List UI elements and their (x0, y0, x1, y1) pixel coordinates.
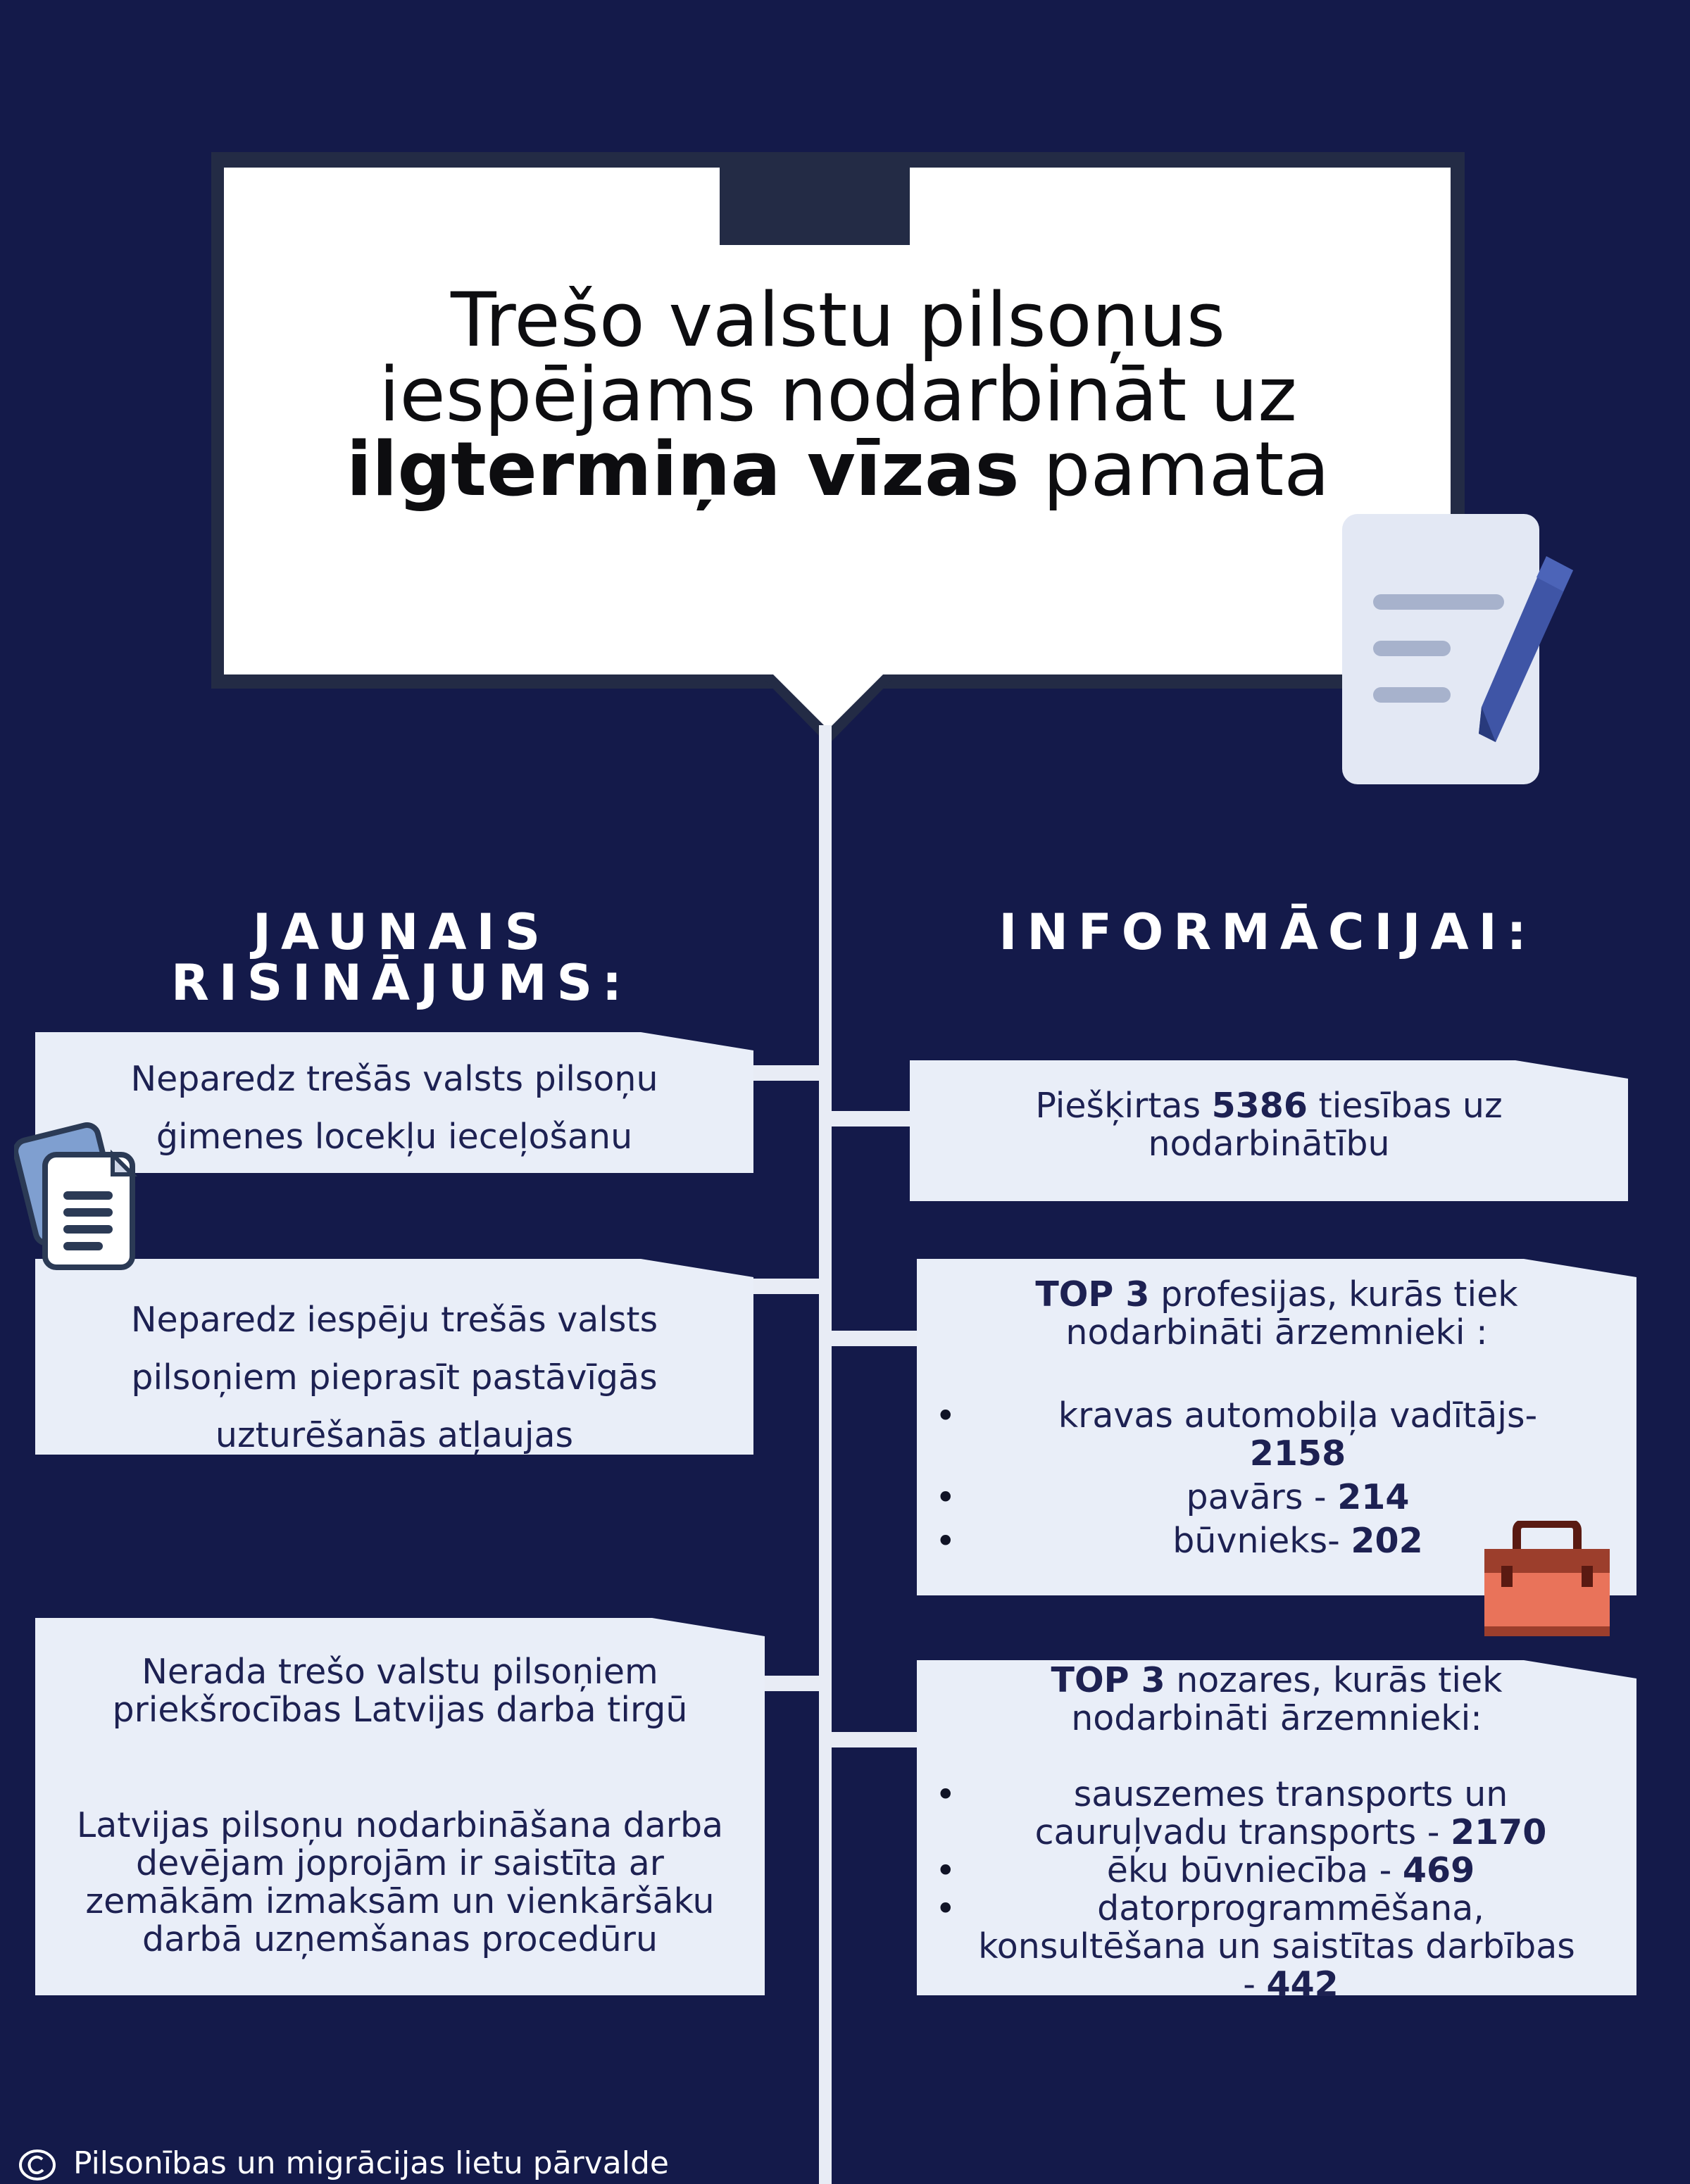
profession-value: 214 (1337, 1477, 1410, 1517)
industries-title-rest: nozares, kurās tiek (1165, 1660, 1503, 1700)
right-heading: INFORMĀCIJAI: (999, 903, 1536, 961)
card-line: Nerada trešo valstu pilsoņiem (142, 1652, 658, 1692)
industry-value: 442 (1266, 1964, 1339, 2004)
list-item (917, 1479, 1636, 1517)
solution-card-labour-market (35, 1618, 765, 1995)
footer-text: Pilsonības un migrācijas lietu pārvalde (73, 2145, 669, 2181)
permits-number: 5386 (1211, 1086, 1308, 1126)
profession-value: 2158 (1249, 1433, 1346, 1474)
info-card-industries (917, 1660, 1636, 2004)
industry-line: konsultēšana un saistītas darbības (978, 1926, 1575, 1966)
card-fold (641, 1259, 753, 1277)
permits-prefix: Piešķirtas (1035, 1086, 1212, 1126)
card-line: devējam joprojām ir saistīta ar (136, 1843, 664, 1883)
card-fold (652, 1618, 765, 1636)
industries-title-bold: TOP 3 (1051, 1660, 1165, 1700)
industry-value: 469 (1402, 1850, 1475, 1890)
professions-title-bold: TOP 3 (1035, 1274, 1150, 1314)
left-heading-line-2: RISINĀJUMS: (170, 954, 632, 1012)
list-item (917, 1852, 1636, 1890)
list-item (917, 1397, 1636, 1473)
industries-list (917, 1776, 1636, 2004)
timeline (819, 725, 832, 2184)
title-line-2: iespējams nodarbināt uz (379, 351, 1297, 438)
industry-line: • datorprogrammēšana, (1097, 1888, 1484, 1928)
card-fold (1524, 1660, 1636, 1678)
header-tab (720, 152, 910, 245)
card-fold (1524, 1259, 1636, 1277)
card-line: Latvijas pilsoņu nodarbināšana darba (76, 1805, 724, 1845)
card-fold (641, 1032, 753, 1050)
header-pointer (772, 673, 884, 729)
professions-title-line-2: nodarbināti ārzemnieki : (1065, 1312, 1488, 1353)
profession-label: pavārs - (1186, 1477, 1338, 1517)
profession-label: būvnieks- (1172, 1521, 1351, 1561)
industry-text: - (1243, 1964, 1267, 2004)
permits-line-1 (910, 1087, 1628, 1125)
professions-title (917, 1276, 1636, 1314)
industry-line (945, 1966, 1636, 2004)
industry-text: cauruļvadu transports - (1034, 1812, 1451, 1852)
left-heading (141, 903, 662, 1012)
title-end: pamata (1019, 426, 1330, 513)
info-card-permits (910, 1060, 1628, 1201)
professions-title-rest: profesijas, kurās tiek (1149, 1274, 1518, 1314)
card-line: uzturēšanās atļaujas (215, 1415, 574, 1455)
card-line: darbā uzņemšanas procedūru (142, 1919, 658, 1959)
page-title (296, 277, 1380, 513)
title-bold: ilgtermiņa vīzas (346, 426, 1020, 513)
list-item (917, 1776, 1636, 1852)
footer (18, 2146, 669, 2181)
card-line: zemākām izmaksām un vienkāršāku (85, 1881, 715, 1921)
profession-value: 202 (1351, 1521, 1423, 1561)
profession-label: • kravas automobiļa vadītājs- (1058, 1395, 1538, 1436)
card-line: ģimenes locekļu ieceļošanu (156, 1117, 633, 1157)
briefcase-icon (1482, 1521, 1613, 1640)
files-icon (14, 1118, 148, 1273)
industry-line: • sauszemes transports un (1073, 1774, 1508, 1814)
solution-card-residence (35, 1259, 753, 1455)
card-line: pilsoņiem pieprasīt pastāvīgās (131, 1357, 658, 1398)
permits-line-2: nodarbinātību (1148, 1124, 1390, 1164)
industry-line (945, 1814, 1636, 1852)
industry-value: 2170 (1450, 1812, 1547, 1852)
card-line: priekšrocības Latvijas darba tirgū (112, 1690, 688, 1730)
card-fold (1515, 1060, 1628, 1079)
copyright-icon (18, 2149, 56, 2181)
industry-text: ēku būvniecība - (1106, 1850, 1403, 1890)
document-pen-icon (1338, 510, 1577, 791)
list-item (917, 1890, 1636, 2004)
left-heading-line-1: JAUNAIS (252, 903, 551, 961)
permits-suffix: tiesības uz (1307, 1086, 1503, 1126)
industries-title-line-2: nodarbināti ārzemnieki: (1071, 1698, 1482, 1738)
title-line-1: Trešo valstu pilsoņus (450, 277, 1226, 363)
card-line: Neparedz iespēju trešās valsts (130, 1300, 658, 1340)
card-line: Neparedz trešās valsts pilsoņu (130, 1059, 658, 1099)
